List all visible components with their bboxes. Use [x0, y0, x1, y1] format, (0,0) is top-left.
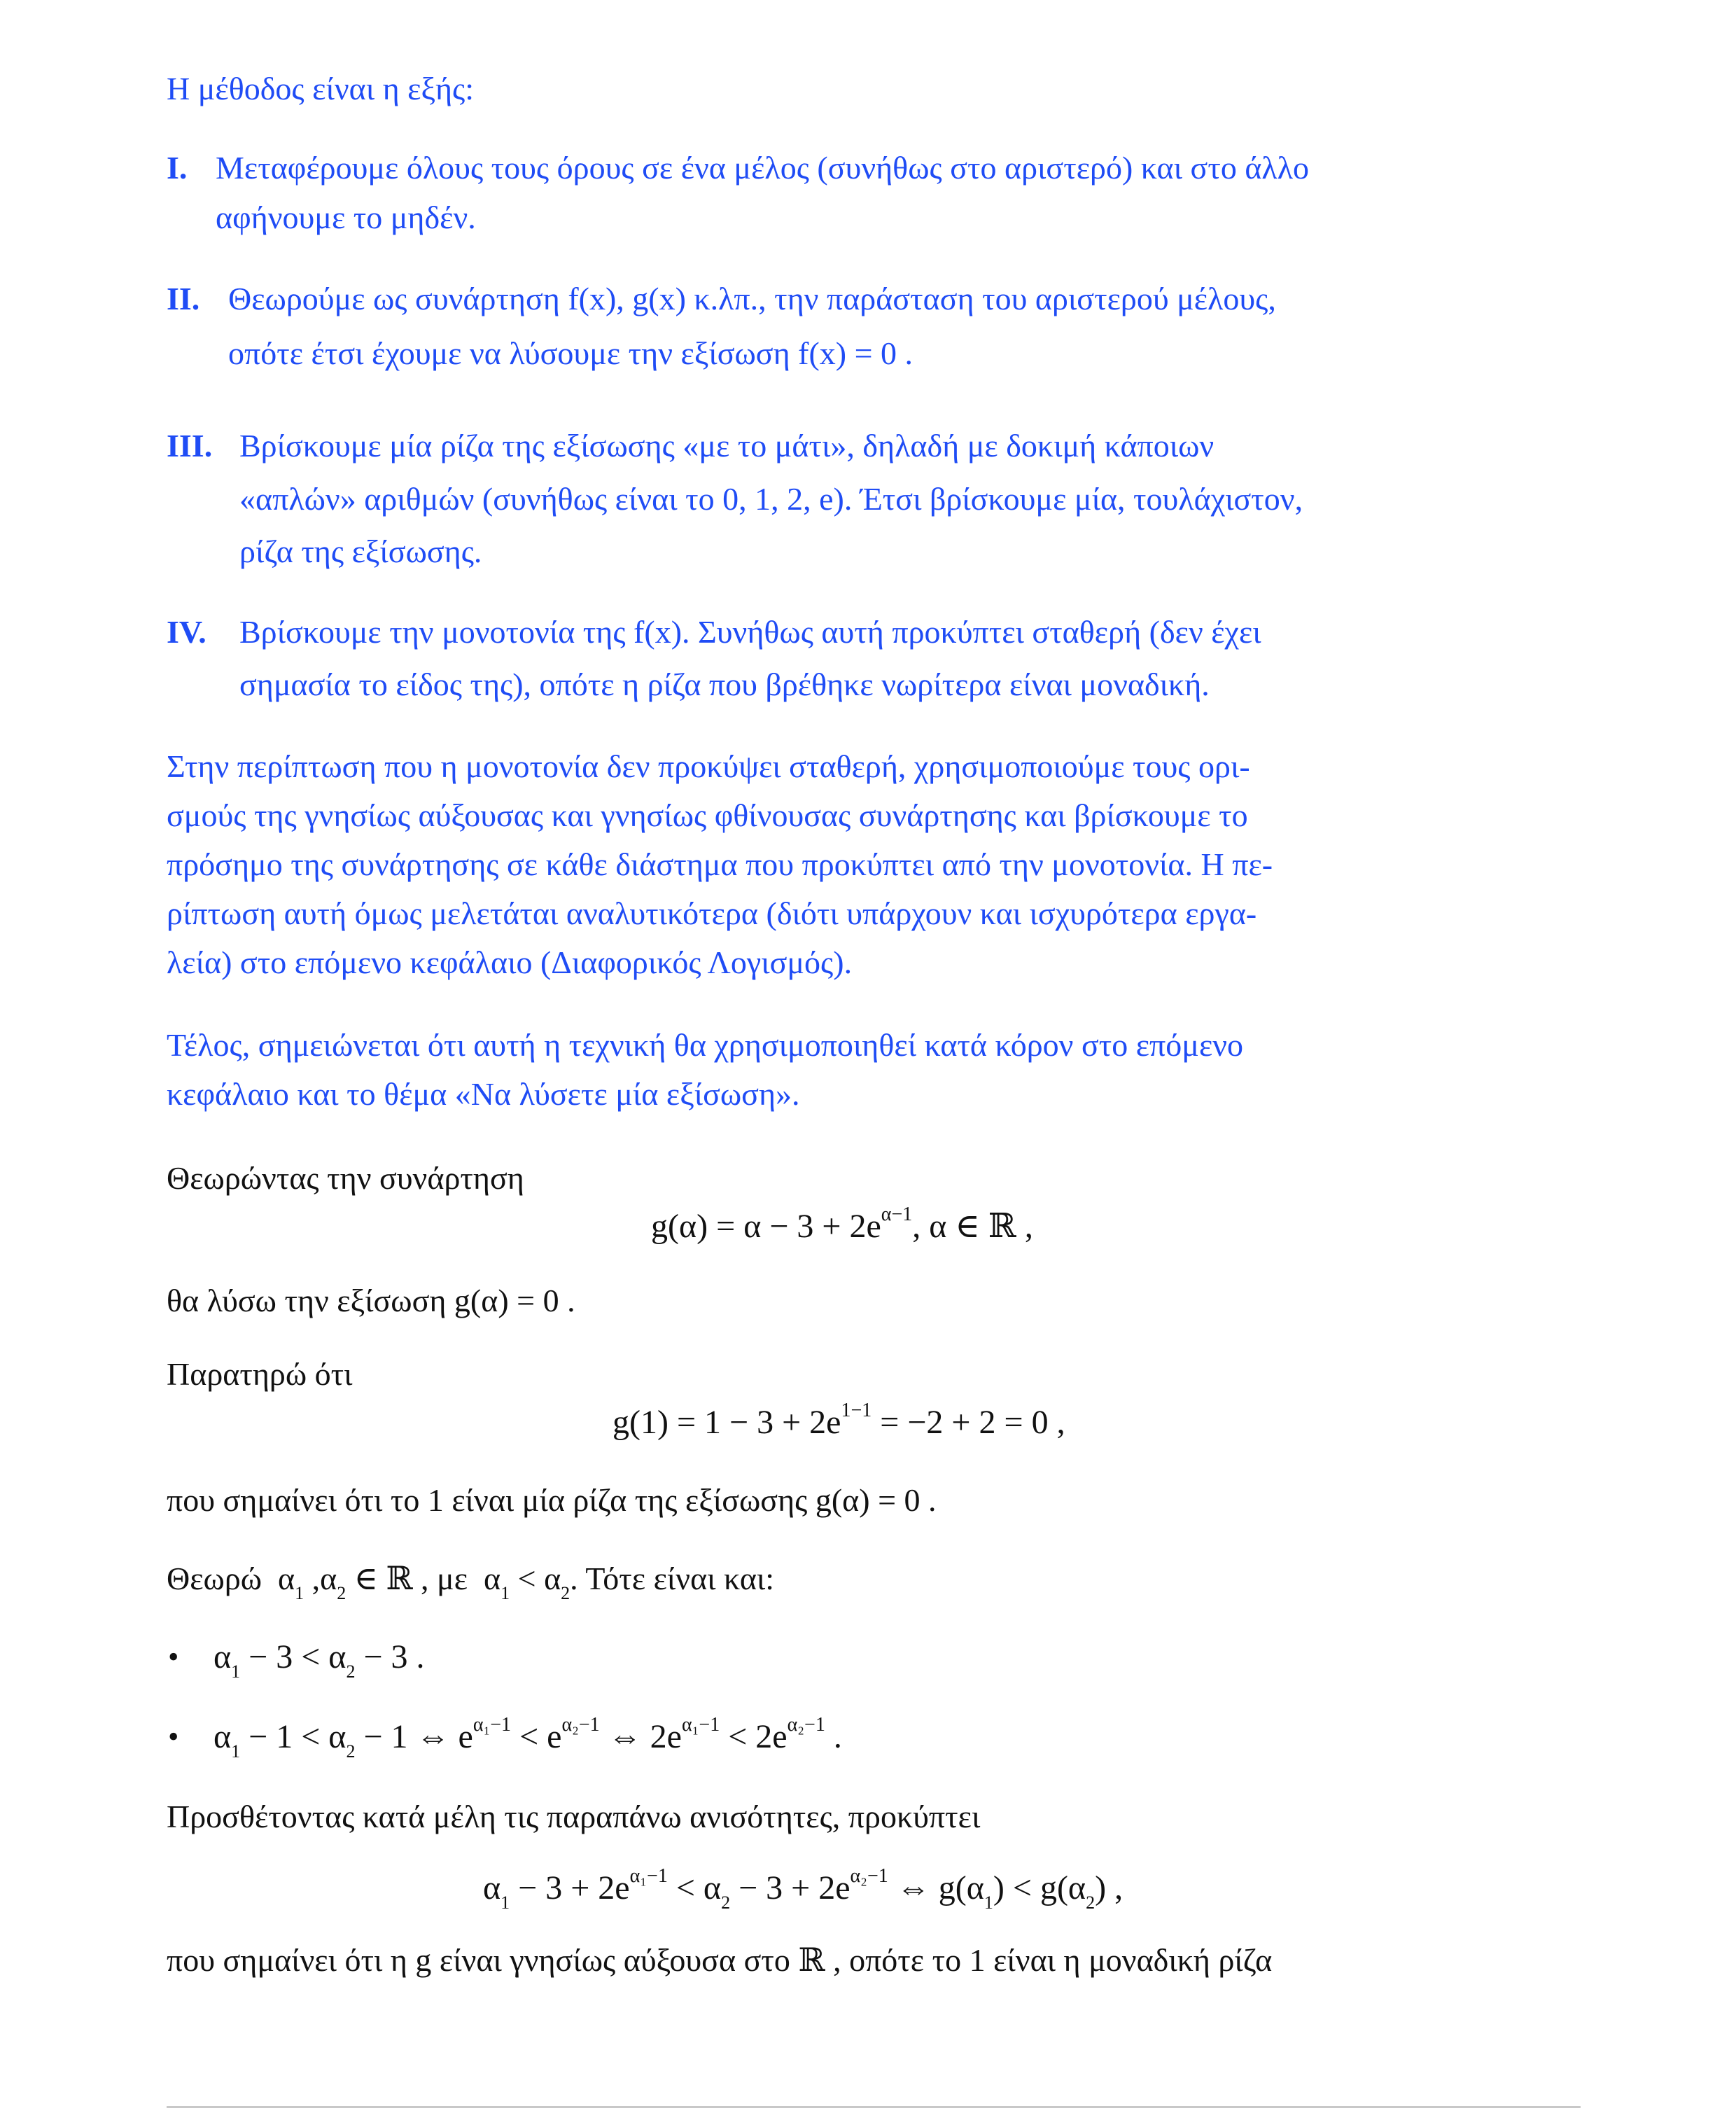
intro-text: Η μέθοδος είναι η εξής:	[167, 71, 475, 106]
bullet-1-mark: •	[168, 1640, 179, 1674]
paratiro-text: Παρατηρώ ότι	[167, 1356, 353, 1392]
step-4-number: IV.	[167, 614, 206, 650]
eq-g1-exponent: 1−1	[841, 1400, 872, 1421]
equation-g1	[612, 1398, 1065, 1447]
monotonia-line-2: σμούς της γνησίως αύξουσας και γνησίως φθίνουσας συνάρτησης και βρίσκουμε το	[167, 797, 1248, 833]
step-2	[167, 274, 1581, 323]
telos-line-2: κεφάλαιο και το θέμα «Να λύσετε μία εξίσωση».	[167, 1076, 800, 1112]
step-1	[167, 144, 1581, 193]
telos-line-1: Τέλος, σημειώνεται ότι αυτή η τεχνική θα χρησιμοποιηθεί κατά κόρον στο επόμενο	[167, 1027, 1244, 1063]
step-3-line-1: Βρίσκουμε μία ρίζα της εξίσωσης «με το μάτι», δηλαδή με δοκιμή κάποιων	[239, 428, 1214, 463]
step-4-line-1: Βρίσκουμε την μονοτονία της f(x). Συνήθως αυτή προκύπτει σταθερή (δεν έχει	[239, 614, 1261, 650]
eq-g1-rhs: = −2 + 2 = 0 ,	[872, 1404, 1065, 1441]
step-3-line-3: ρίζα της εξίσωσης.	[239, 534, 482, 569]
monotonia-line-4: ρίπτωση αυτή όμως μελετάται αναλυτικότερα (διότι υπάρχουν και ισχυρότερα εργα-	[167, 895, 1257, 931]
footer-divider	[167, 2106, 1581, 2108]
step-1-line-2: αφήνουμε το μηδέν.	[216, 200, 476, 235]
step-1-line-1: Μεταφέρουμε όλους τους όρους σε ένα μέλος (συνήθως στο αριστερό) και στο άλλο	[216, 150, 1310, 186]
eq-g1-lhs: g(1) = 1 − 3 + 2e	[612, 1404, 841, 1441]
tha-lyso-text: θα λύσω την εξίσωση g(α) = 0 .	[167, 1283, 575, 1318]
equation-g-definition	[651, 1202, 1033, 1251]
step-3	[167, 421, 1581, 470]
step-4-line-2: σημασία το είδος της), οπότε η ρίζα που βρέθηκε νωρίτερα είναι μοναδική.	[239, 667, 1210, 702]
theoro-prefix: Θεωρώ	[167, 1561, 262, 1596]
bullet-2-mark: •	[168, 1720, 179, 1754]
step-4	[167, 608, 1581, 657]
eq-g-rhs: , α ∈ ℝ ,	[912, 1208, 1033, 1245]
step-2-line-2: οπότε έτσι έχουμε να λύσουμε την εξίσωση f(x) = 0 .	[228, 335, 913, 371]
step-3-line-2: «απλών» αριθμών (συνήθως είναι το 0, 1, 2, e). Έτσι βρίσκουμε μία, τουλάχιστον,	[239, 481, 1303, 517]
eq-g-lhs: g(α) = α − 3 + 2e	[651, 1208, 881, 1245]
root-statement: που σημαίνει ότι το 1 είναι μία ρίζα της εξίσωσης g(α) = 0 .	[167, 1482, 937, 1518]
theoro-line: Θεωρώ $\alpha_1$ $,\alpha_2$ ∈ ℝ , με $\alpha_1 < \alpha_2$. Τότε είναι και:	[167, 1561, 775, 1603]
prosthetontas-text: Προσθέτοντας κατά μέλη τις παραπάνω ανισότητες, προκύπτει	[167, 1799, 981, 1834]
monotonia-line-5: λεία) στο επόμενο κεφάλαιο (Διαφορικός Λογισμός).	[167, 944, 853, 980]
monotonia-line-3: πρόσημο της συνάρτησης σε κάθε διάστημα που προκύπτει από την μονοτονία. Η πε-	[167, 846, 1273, 882]
step-3-number: III.	[167, 428, 213, 463]
step-2-number: II.	[167, 281, 200, 316]
step-1-number: I.	[167, 150, 188, 186]
eq-g-exponent: α−1	[881, 1204, 913, 1225]
bullet-2-inequality: $\alpha_1 - 1 < \alpha_2 - 1$ ⇔ $e^{\alpha_1-1} < e^{\alpha_2-1}$ ⇔ $2e^{\alpha_1-1} < 2e^{\alpha_2-1}$ .	[214, 1714, 842, 1762]
sum-inequality: $\alpha_1 - 3 + 2e^{\alpha_1-1} < \alpha_2 - 3 + 2e^{\alpha_2-1}$ ⇔ $g(\alpha_1) < g(\alpha_2)$ ,	[483, 1865, 1124, 1913]
monotonia-line-1: Στην περίπτωση που η μονοτονία δεν προκύψει σταθερή, χρησιμοποιούμε τους ορι-	[167, 748, 1250, 784]
theorontas-text: Θεωρώντας την συνάρτηση	[167, 1160, 524, 1196]
step-2-line-1: Θεωρούμε ως συνάρτηση f(x), g(x) κ.λπ., την παράσταση του αριστερού μέλους,	[228, 281, 1276, 316]
theoro-suffix: . Τότε είναι και:	[570, 1561, 775, 1596]
final-statement: που σημαίνει ότι η g είναι γνησίως αύξουσα στο ℝ , οπότε το 1 είναι η μοναδική ρίζα	[167, 1942, 1273, 1978]
bullet-1-inequality: $\alpha_1 - 3 < \alpha_2 - 3$ .	[214, 1638, 425, 1682]
